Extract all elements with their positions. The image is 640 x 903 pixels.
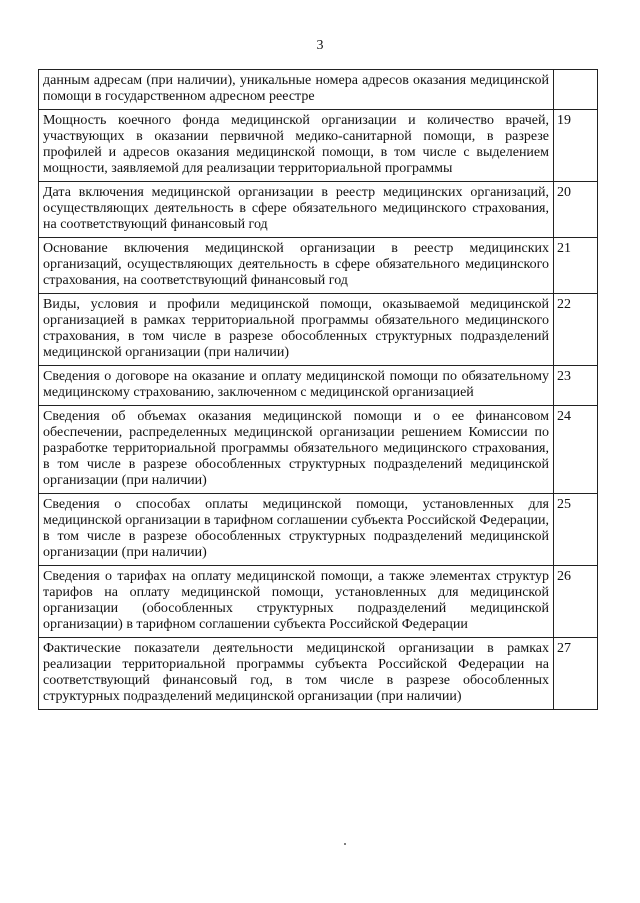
row-description: Сведения об объемах оказания медицинской помощи и о ее финансовом обеспечении, распределенных медицинской организации решением Комиссии по разработке территориальной программы обязательного медицинского страхования, в том числе в разрезе обособленных структурных подразделений медицинской организации (при наличии) bbox=[39, 406, 554, 494]
row-number bbox=[554, 70, 598, 110]
table-row bbox=[39, 110, 598, 182]
row-description: Мощность коечного фонда медицинской организации и количество врачей, участвующих в оказании первичной медико-санитарной помощи, в разрезе профилей и адресов оказания медицинской помощи, в том числе с выделением мощности, заявляемой для реализации территориальной программы bbox=[39, 110, 554, 182]
row-description: данным адресам (при наличии), уникальные номера адресов оказания медицинской помощи в государственном адресном реестре bbox=[39, 70, 554, 110]
row-number: 23 bbox=[554, 366, 598, 406]
table-row bbox=[39, 238, 598, 294]
table-row bbox=[39, 494, 598, 566]
row-number: 25 bbox=[554, 494, 598, 566]
table-row bbox=[39, 182, 598, 238]
row-description: Сведения о тарифах на оплату медицинской помощи, а также элементах структур тарифов на оплату медицинской помощи, установленных для медицинской организации (обособленных структурных подразделений медицинской организации) в тарифном соглашении субъекта Российской Федерации bbox=[39, 566, 554, 638]
row-number: 22 bbox=[554, 294, 598, 366]
row-description: Фактические показатели деятельности медицинской организации в рамках реализации территориальной программы субъекта Российской Федерации на соответствующий финансовый год, в том числе в разрезе обособленных структурных подразделений медицинской организации (при наличии) bbox=[39, 638, 554, 710]
row-number: 21 bbox=[554, 238, 598, 294]
row-description: Виды, условия и профили медицинской помощи, оказываемой медицинской организацией в рамках территориальной программы обязательного медицинского страхования, в том числе в разрезе обособленных структурных подразделений медицинской организации (при наличии) bbox=[39, 294, 554, 366]
table-row bbox=[39, 406, 598, 494]
row-description: Сведения о договоре на оказание и оплату медицинской помощи по обязательному медицинскому страхованию, заключенном с медицинской организацией bbox=[39, 366, 554, 406]
page-number: 3 bbox=[316, 38, 324, 53]
row-number: 24 bbox=[554, 406, 598, 494]
table-row bbox=[39, 566, 598, 638]
table-row bbox=[39, 70, 598, 110]
row-number: 20 bbox=[554, 182, 598, 238]
table-row bbox=[39, 294, 598, 366]
row-number: 27 bbox=[554, 638, 598, 710]
row-description: Сведения о способах оплаты медицинской помощи, установленных для медицинской организации в тарифном соглашении субъекта Российской Федерации, в том числе в разрезе обособленных структурных подразделений медицинской организации (при наличии) bbox=[39, 494, 554, 566]
document-table bbox=[38, 69, 598, 710]
row-description: Дата включения медицинской организации в реестр медицинских организаций, осуществляющих деятельность в сфере обязательного медицинского страхования, на соответствующий финансовый год bbox=[39, 182, 554, 238]
table-row bbox=[39, 366, 598, 406]
row-number: 26 bbox=[554, 566, 598, 638]
row-number: 19 bbox=[554, 110, 598, 182]
scan-speck bbox=[344, 843, 346, 845]
table-row bbox=[39, 638, 598, 710]
row-description: Основание включения медицинской организации в реестр медицинских организаций, осуществляющих деятельность в сфере обязательного медицинского страхования, на соответствующий финансовый год bbox=[39, 238, 554, 294]
